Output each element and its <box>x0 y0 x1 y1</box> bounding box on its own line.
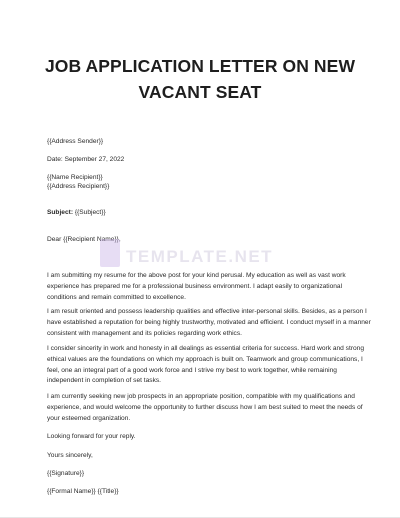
paragraph-4: I am currently seeking new job prospects in an appropriate position, compatible with my qualifications and experience, and would welcome the opportunity to further discuss how I am best suited to meet the needs of your esteemed organization. <box>47 393 363 422</box>
watermark-text: TEMPLATE.NET <box>126 247 274 266</box>
subject-label: Subject: <box>47 209 74 216</box>
formal-name-title: {{Formal Name}} {{Title}} <box>47 488 119 495</box>
signature: {{Signature}} <box>47 470 85 477</box>
paragraph-3: I consider sincerity in work and honesty in all dealings as essential criteria for success. Hard work and strong ethical values are the foundations on which my approach is built on. Teamwork and group communications, I feel, one an integral part of a good work force and I strive my best to work together, while remaining independent in completion of set tasks. <box>47 345 365 385</box>
letter-date: Date: September 27, 2022 <box>47 156 125 163</box>
subject-line <box>47 208 106 219</box>
paragraph-2: I am result oriented and possess leadership qualities and effective inter-personal skills. Besides, as a person I have established a reputation for being highly trustworthy, motivated and efficient. I conduct myself in a manner consistent with management and its policies regarding work ethics. <box>47 308 371 337</box>
paragraph-1: I am submitting my resume for the above post for your kind perusal. My education as well as vast work experience has prepared me for a professional business environment. I adapt easily to organizational conditions and remain committed to excellence. <box>47 272 346 301</box>
greeting: Dear {{Recipient Name}}, <box>47 236 121 243</box>
sign-off: Yours sincerely, <box>47 452 93 459</box>
letter-title: JOB APPLICATION LETTER ON NEW VACANT SEAT <box>44 56 356 102</box>
address-sender: {{Address Sender}} <box>47 138 104 145</box>
address-recipient: {{Address Recipient}} <box>47 183 110 190</box>
name-recipient: {{Name Recipient}} <box>47 174 103 181</box>
closing-note: Looking forward for your reply. <box>47 433 136 440</box>
subject-value: {{Subject}} <box>73 209 106 216</box>
